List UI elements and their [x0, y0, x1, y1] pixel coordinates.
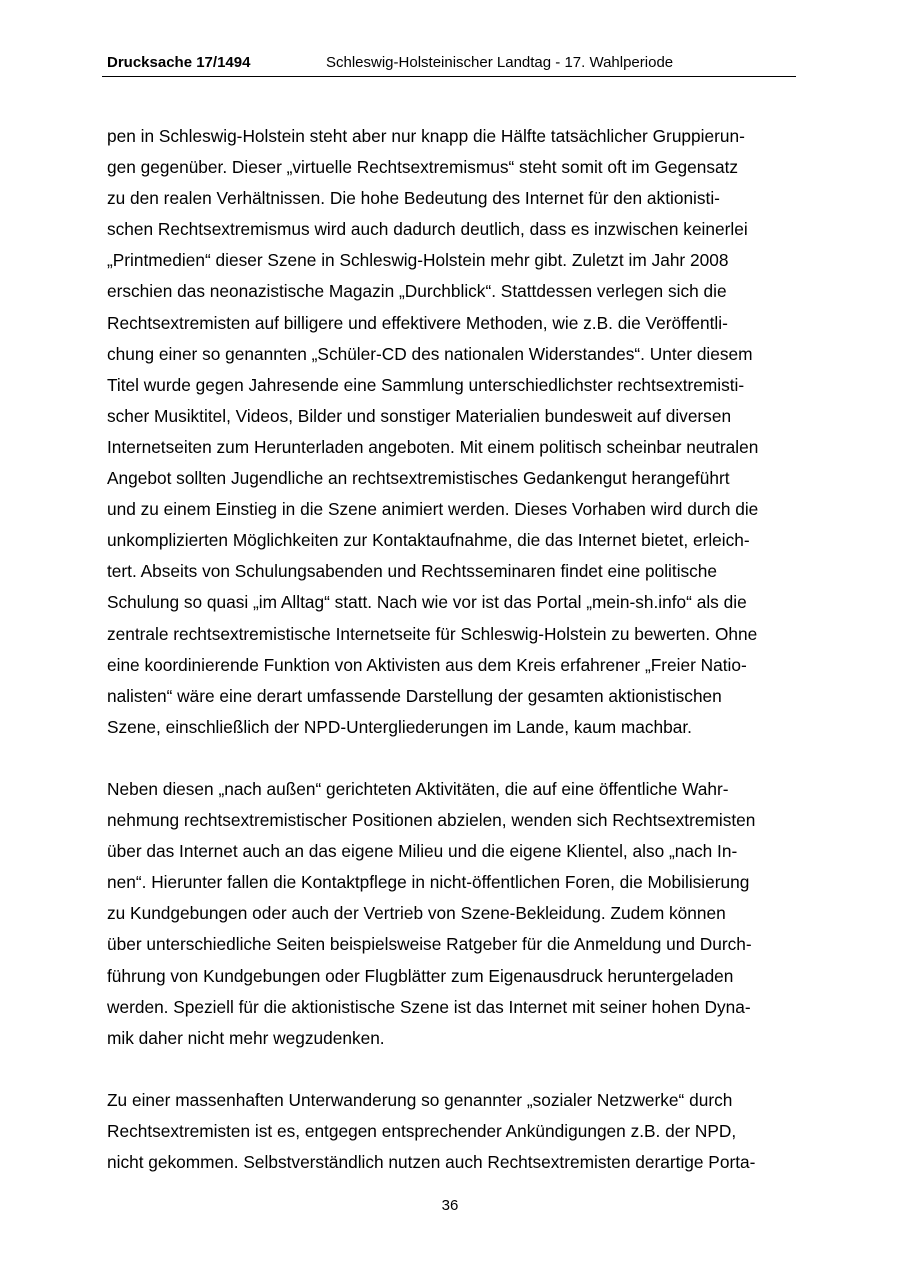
text-line: Rechtsextremisten ist es, entgegen entsprechender Ankündigungen z.B. der NPD, — [107, 1121, 737, 1141]
text-line: zentrale rechtsextremistische Internetseite für Schleswig-Holstein zu bewerten. Ohne — [107, 623, 758, 644]
text-line: chung einer so genannten „Schüler-CD des nationalen Widerstandes“. Unter diesem — [107, 343, 753, 364]
text-line: führung von Kundgebungen oder Flugblätter zum Eigenausdruck heruntergeladen — [107, 965, 734, 986]
paragraph — [107, 1085, 797, 1178]
page-header — [102, 52, 796, 77]
text-line: Titel wurde gegen Jahresende eine Sammlung unterschiedlichster rechtsextremisti- — [107, 374, 745, 395]
text-line: scher Musiktitel, Videos, Bilder und sonstiger Materialien bundesweit auf diversen — [107, 405, 732, 426]
paragraph — [107, 774, 797, 1054]
paragraph-gap — [107, 1054, 797, 1085]
paragraph — [107, 121, 797, 743]
text-line: werden. Speziell für die aktionistische Szene ist das Internet mit seiner hohen Dyna- — [107, 996, 751, 1017]
document-number: Drucksache 17/1494 — [107, 54, 251, 71]
text-line: nen“. Hierunter fallen die Kontaktpflege in nicht-öffentlichen Foren, die Mobilisierung — [107, 872, 750, 893]
text-line: Szene, einschließlich der NPD-Untergliederungen im Lande, kaum machbar. — [107, 716, 692, 737]
text-line: nalisten“ wäre eine derart umfassende Darstellung der gesamten aktionistischen — [107, 685, 722, 706]
parliament-title: Schleswig-Holsteinischer Landtag - 17. Wahlperiode — [326, 54, 674, 71]
text-line: gen gegenüber. Dieser „virtuelle Rechtsextremismus“ steht somit oft im Gegensatz — [107, 157, 739, 178]
text-line: erschien das neonazistische Magazin „Durchblick“. Stattdessen verlegen sich die — [107, 281, 727, 302]
page-number: 36 — [441, 1197, 459, 1214]
text-line: „Printmedien“ dieser Szene in Schleswig-Holstein mehr gibt. Zuletzt im Jahr 2008 — [107, 250, 729, 271]
text-line: unkomplizierten Möglichkeiten zur Kontaktaufnahme, die das Internet bietet, erleich- — [107, 530, 750, 551]
text-line: Zu einer massenhaften Unterwanderung so genannter „sozialer Netzwerke“ durch — [107, 1089, 733, 1110]
text-line: und zu einem Einstieg in die Szene animiert werden. Dieses Vorhaben wird durch die — [107, 499, 759, 520]
body-text — [107, 121, 797, 1178]
text-line: Rechtsextremisten auf billigere und effektivere Methoden, wie z.B. die Veröffentli- — [107, 312, 728, 333]
text-line: nehmung rechtsextremistischer Positionen abzielen, wenden sich Rechtsextremisten — [107, 810, 756, 831]
text-line: über das Internet auch an das eigene Milieu und die eigene Klientel, also „nach In- — [107, 841, 738, 862]
text-line: schen Rechtsextremismus wird auch dadurch deutlich, dass es inzwischen keinerlei — [107, 219, 748, 240]
text-line: Neben diesen „nach außen“ gerichteten Aktivitäten, die auf eine öffentliche Wahr- — [107, 778, 729, 799]
text-line: nicht gekommen. Selbstverständlich nutzen auch Rechtsextremisten derartige Porta- — [107, 1152, 756, 1173]
text-line: tert. Abseits von Schulungsabenden und Rechtsseminaren findet eine politische — [107, 561, 718, 582]
text-line: Angebot sollten Jugendliche an rechtsextremistisches Gedankengut herangeführt — [107, 468, 730, 489]
text-line: Internetseiten zum Herunterladen angeboten. Mit einem politisch scheinbar neutralen — [107, 436, 759, 457]
text-line: mik daher nicht mehr wegzudenken. — [107, 1027, 385, 1048]
text-line: pen in Schleswig-Holstein steht aber nur knapp die Hälfte tatsächlicher Gruppierun- — [107, 126, 745, 146]
text-line: zu den realen Verhältnissen. Die hohe Bedeutung des Internet für den aktionisti- — [107, 188, 720, 209]
paragraph-gap — [107, 743, 797, 774]
text-line: zu Kundgebungen oder auch der Vertrieb von Szene-Bekleidung. Zudem können — [107, 903, 726, 924]
text-line: über unterschiedliche Seiten beispielsweise Ratgeber für die Anmeldung und Durch- — [107, 934, 752, 955]
text-line: eine koordinierende Funktion von Aktivisten aus dem Kreis erfahrener „Freier Natio- — [107, 654, 747, 675]
text-line: Schulung so quasi „im Alltag“ statt. Nach wie vor ist das Portal „mein-sh.info“ als die — [107, 592, 747, 613]
